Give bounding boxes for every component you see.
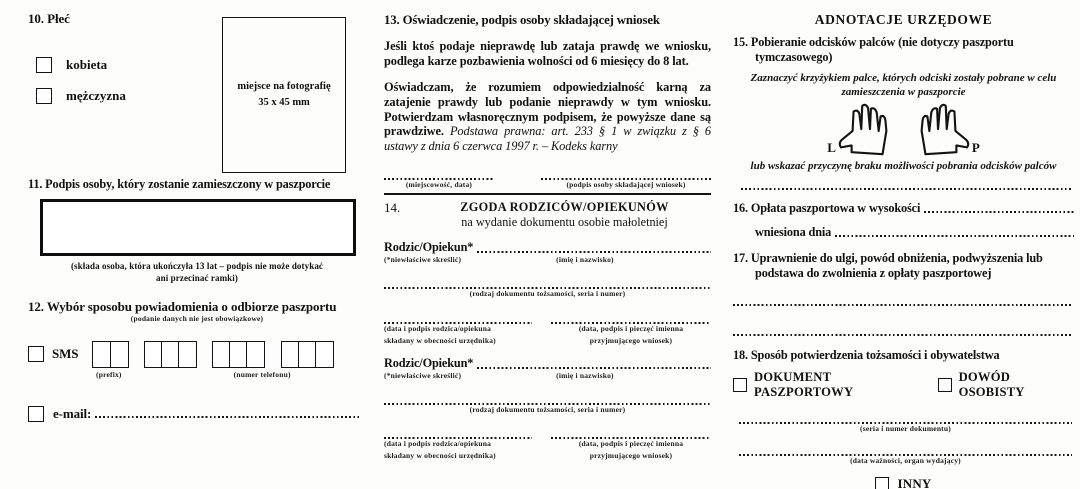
signature-caption-line2: ani przecinać ramki) (156, 272, 238, 283)
parent-doc-label: (rodzaj dokumentu tożsamości, seria i numer) (469, 404, 626, 414)
parent-date-row (384, 315, 711, 346)
photo-placeholder-line1: miejsce na fotografię (237, 81, 331, 93)
right-hand-icon[interactable] (906, 102, 972, 158)
email-input-line[interactable] (95, 408, 360, 420)
parent-date-left-line[interactable] (384, 430, 532, 439)
fee-amount-line[interactable] (924, 203, 1074, 215)
parent-name-line[interactable] (477, 359, 711, 371)
place-date-line[interactable] (384, 171, 494, 180)
section-11-title: 11. Podpis osoby, który zostanie zamieszczony w paszporcie (28, 177, 331, 191)
sms-digit-cell[interactable] (178, 341, 197, 368)
declaration-paragraph (384, 80, 711, 154)
fee-date-row (733, 225, 1074, 240)
parent-date-left-label2: składany w obecności urzędnika) (384, 335, 496, 345)
sms-label: SMS (52, 346, 79, 361)
phone-number-label: (numer telefonu) (233, 369, 291, 379)
parent-date-right-field (551, 430, 711, 461)
section-14-header (384, 200, 711, 230)
sms-number-cells-1 (144, 341, 197, 368)
other-option-row (733, 476, 1074, 489)
sms-number-cells-3 (281, 341, 334, 368)
section-17-title: 17. Uprawnienie do ulgi, powód obniżenia, podwyższenia lub podstawa do zwolnienia z opłaty paszportowej (733, 251, 1043, 281)
section-divider (384, 193, 711, 195)
fingerprint-reason-line[interactable] (741, 181, 1072, 190)
parent-name-labels (384, 371, 711, 381)
signature-caption (28, 261, 366, 284)
document-validity-label: (data ważności, organ wydający) (850, 456, 961, 466)
section-14-titles (418, 200, 711, 230)
parent-label: Rodzic/Opiekun* (384, 355, 474, 370)
section-10-title: 10. Płeć (28, 11, 70, 26)
parent-date-row (384, 430, 711, 461)
section-13-title: 13. Oświadczenie, podpis osoby składającej wniosek (384, 13, 660, 27)
warning-paragraph: Jeśli ktoś podaje nieprawdę lub zataja prawdę we wniosku, podlega karze pozbawienia wolności od 6 miesięcy do 8 lat. (384, 39, 711, 68)
parent-doc-field (384, 280, 711, 299)
checkbox-email[interactable] (28, 406, 44, 422)
option-label-female: kobieta (66, 57, 108, 72)
parent-date-right-label2: przyjmującego wniosek) (589, 451, 673, 461)
place-date-field (384, 171, 494, 190)
signature-frame[interactable] (40, 199, 356, 256)
sms-number-cells-2 (212, 341, 265, 368)
sms-digit-cell[interactable] (110, 341, 129, 368)
right-column (717, 0, 1080, 489)
parent-date-left-field (384, 315, 532, 346)
option-label-male: mężczyzna (66, 88, 126, 103)
identity-options-row (733, 370, 1074, 400)
parent-name-row (384, 356, 711, 371)
checkbox-kobieta[interactable] (36, 57, 52, 73)
parent-date-right-label1: (data, podpis i pieczęć imienna (578, 323, 684, 333)
parent-doc-line[interactable] (384, 396, 711, 405)
parent-block-1 (384, 240, 711, 346)
applicant-signature-line[interactable] (541, 171, 711, 180)
official-annotations-header: ADNOTACJE URZĘDOWE (814, 12, 993, 27)
legal-basis-text: Podstawa prawna: art. 233 § 1 w związku z § 6 ustawy z dnia 6 czerwca 1997 r. – Kodeks karny (384, 124, 711, 154)
section-12-title: 12. Wybór sposobu powiadomienia o odbiorze paszportu (28, 299, 337, 315)
checkbox-sms[interactable] (28, 346, 44, 362)
photo-placeholder-box (222, 17, 346, 173)
sms-row (28, 341, 366, 368)
checkbox-mezczyzna[interactable] (36, 88, 52, 104)
document-serial-line[interactable] (739, 415, 1072, 424)
parent-label: Rodzic/Opiekun* (384, 240, 474, 255)
name-surname-label: (imię i nazwisko) (556, 255, 614, 265)
option-id-card: DOWÓD OSOBISTY (958, 370, 1025, 400)
section-18-title: 18. Sposób potwierdzenia tożsamości i obywatelstwa (733, 348, 1000, 363)
hands-diagram (733, 102, 1074, 158)
document-validity-line[interactable] (739, 447, 1072, 456)
document-serial-label: (seria i numer dokumentu) (860, 424, 951, 434)
email-row (28, 406, 360, 422)
section-15-title: 15. Pobieranie odcisków palców (nie dotyczy paszportu tymczasowego) (733, 35, 1014, 64)
declaration-text: Oświadczam, że rozumiem odpowiedzialność karną za zatajenie prawdy lub podanie nieprawdy w tym wniosku. Potwierdzam własnoręcznym podpisem, że powyższe dane są prawdziwe. (384, 79, 711, 139)
parent-date-right-field (551, 315, 711, 346)
left-column (0, 0, 372, 489)
parent-date-left-label2: składany w obecności urzędnika) (384, 451, 496, 461)
left-hand-icon[interactable] (836, 102, 902, 158)
parent-block-2 (384, 356, 711, 462)
sms-digit-cell[interactable] (246, 341, 265, 368)
section-14-number: 14. (384, 200, 401, 216)
parent-name-row (384, 240, 711, 255)
name-surname-label: (imię i nazwisko) (556, 370, 614, 380)
section-16-line2: wniesiona dnia (755, 225, 832, 240)
parent-date-right-label1: (data, podpis i pieczęć imienna (578, 439, 684, 448)
section-14-subtitle: na wydanie dokumentu osobie małoletniej (461, 215, 668, 230)
cross-out-note: (*niewłaściwe skreślić) (384, 370, 462, 380)
signature-lines-row (384, 171, 711, 190)
checkbox-dokument-paszportowy[interactable] (733, 378, 747, 392)
left-hand-label: L (827, 139, 836, 155)
applicant-signature-label: (podpis osoby składającej wniosek) (566, 180, 686, 190)
discount-line-1[interactable] (733, 297, 1072, 306)
section-16-line1: 16. Opłata paszportowa w wysokości (733, 201, 921, 216)
checkbox-dowod-osobisty[interactable] (938, 378, 952, 392)
sms-prefix-cells (92, 341, 128, 368)
option-passport-document: DOKUMENT PASZPORTOWY (754, 370, 854, 400)
parent-doc-label: (rodzaj dokumentu tożsamości, seria i numer) (469, 289, 626, 299)
parent-date-right-line[interactable] (551, 315, 711, 324)
discount-line-2[interactable] (733, 327, 1072, 336)
checkbox-inny[interactable] (875, 477, 889, 489)
parent-doc-field (384, 396, 711, 415)
fee-row (733, 201, 1074, 216)
document-validity-field (739, 447, 1072, 466)
parent-doc-line[interactable] (384, 280, 711, 289)
parent-date-left-label1: (data i podpis rodzica/opiekuna (384, 439, 492, 448)
parent-date-right-label2: przyjmującego wniosek) (589, 335, 673, 345)
sms-digit-cell[interactable] (315, 341, 334, 368)
parent-date-left-label1: (data i podpis rodzica/opiekuna (384, 323, 492, 333)
fee-date-line[interactable] (835, 227, 1074, 239)
signature-caption-line1: (składa osoba, która ukończyła 13 lat – podpis nie może dotykać (70, 261, 324, 271)
email-label: e-mail: (53, 405, 92, 421)
right-hand-label: P (971, 139, 980, 155)
parent-date-right-line[interactable] (551, 430, 711, 439)
section-12-subtitle: (podanie danych nie jest obowiązkowe) (130, 314, 264, 324)
place-date-label: (miejscowość, data) (405, 180, 473, 190)
photo-placeholder-line2: 35 x 45 mm (258, 97, 310, 108)
cross-out-note: (*niewłaściwe skreślić) (384, 255, 462, 265)
option-other: INNY (897, 475, 932, 489)
middle-column (372, 0, 717, 489)
applicant-signature-field (541, 171, 711, 190)
prefix-label: (prefix) (96, 369, 122, 379)
document-serial-field (739, 415, 1072, 434)
parent-name-labels (384, 255, 711, 265)
parent-date-left-field (384, 430, 532, 461)
section-14-title: ZGODA RODZICÓW/OPIEKUNÓW (460, 200, 669, 215)
sms-labels-row (28, 370, 366, 380)
parent-name-line[interactable] (477, 243, 711, 255)
fingerprint-note-2: lub wskazać przyczynę braku możliwości pobrania odcisków palców (750, 159, 1057, 172)
fingerprint-note-1: Zaznaczyć krzyżykiem palce, których odciski zostały pobrane w celu zamieszczenia w paszporcie (750, 72, 1057, 98)
parent-date-left-line[interactable] (384, 315, 532, 324)
